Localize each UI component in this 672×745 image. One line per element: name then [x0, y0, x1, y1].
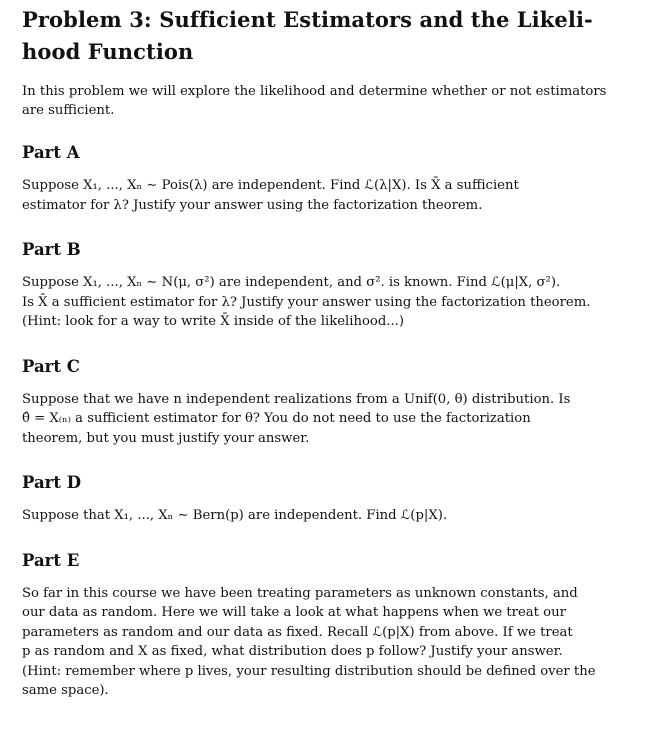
part-d-heading: Part D — [22, 473, 82, 492]
intro-line-2: are sufficient. — [22, 103, 115, 118]
part-e-section — [22, 550, 650, 701]
part-e-line-2: our data as random. Here we will take a look at what happens when we treat our — [22, 605, 566, 620]
part-c-section — [22, 356, 650, 449]
part-c-heading: Part C — [22, 356, 80, 376]
part-e-line-6: same space). — [22, 683, 109, 698]
part-e-heading: Part E — [22, 550, 80, 570]
part-e-line-5: (Hint: remember where p lives, your resulting distribution should be defined over the — [22, 663, 596, 679]
part-a-text — [22, 176, 650, 215]
part-c-line-1: Suppose that we have n independent realizations from a Unif(0, θ) distribution. Is — [22, 391, 571, 407]
part-e-line-1: So far in this course we have been treating parameters as unknown constants, and — [22, 585, 578, 601]
part-a-line-1: Suppose X₁, ..., Xₙ ∼ Pois(λ) are independent. Find ℒ(λ|X). Is X̄ a sufficient — [22, 178, 519, 193]
part-c-text — [22, 390, 650, 449]
part-d-text — [22, 506, 650, 526]
part-d-section — [22, 472, 650, 526]
part-b-line-2: Is X̄ a sufficient estimator for λ? Justify your answer using the factorization theorem. — [22, 294, 591, 310]
part-b-section — [22, 239, 650, 332]
part-b-line-3: (Hint: look for a way to write X̄ inside of the likelihood...) — [22, 314, 404, 329]
part-a-section — [22, 142, 650, 215]
part-e-line-3: parameters as random and our data as fixed. Recall ℒ(p|X) from above. If we treat — [22, 624, 573, 640]
part-d-line-1: Suppose that X₁, ..., Xₙ ∼ Bern(p) are independent. Find ℒ(p|X). — [22, 508, 448, 523]
intro-line-1: In this problem we will explore the likelihood and determine whether or not estimators — [22, 84, 607, 99]
part-e-text — [22, 584, 650, 701]
part-a-line-2: estimator for λ? Justify your answer using the factorization theorem. — [22, 197, 483, 213]
part-b-heading: Part B — [22, 240, 81, 259]
problem-title — [22, 0, 650, 68]
part-e-line-4: p as random and X as fixed, what distribution does p follow? Justify your answer. — [22, 644, 563, 659]
title-line-2: hood Function — [22, 39, 194, 64]
intro-paragraph — [22, 82, 650, 120]
part-b-line-1: Suppose X₁, ..., Xₙ ∼ N(μ, σ²) are independent, and σ². is known. Find ℒ(μ|X, σ²). — [22, 275, 561, 290]
title-line-1: Problem 3: Sufficient Estimators and the Likeli- — [22, 7, 593, 32]
part-c-line-2: θ̂ = X₍ₙ₎ a sufficient estimator for θ? You do not need to use the factorization — [22, 411, 531, 426]
part-c-line-3: theorem, but you must justify your answer. — [22, 430, 310, 446]
part-a-heading: Part A — [22, 143, 80, 162]
part-b-text — [22, 273, 650, 332]
